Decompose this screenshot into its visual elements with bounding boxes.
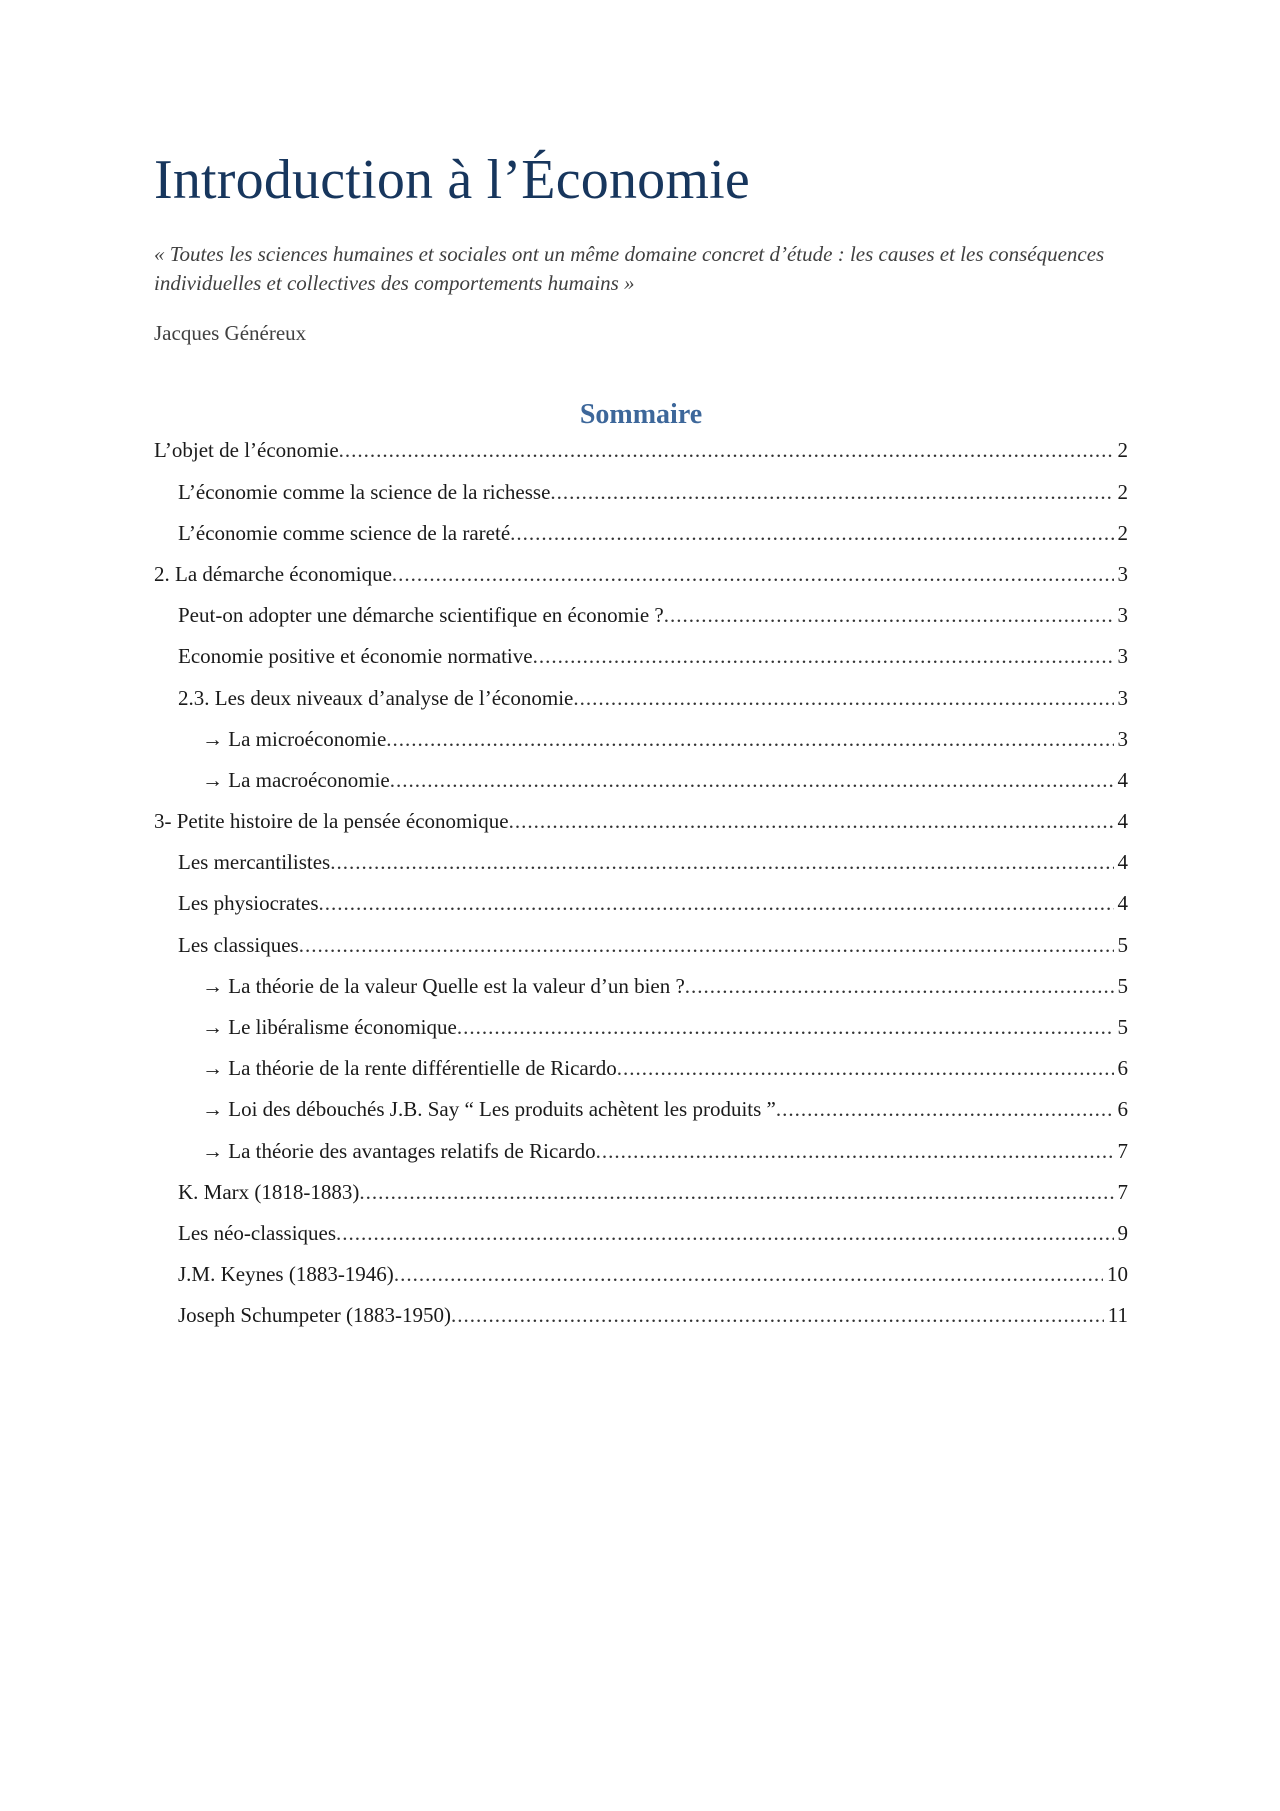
toc-entry-label: L’économie comme la science de la richesse [178,479,551,504]
toc-entry-label: Les néo-classiques [178,1220,337,1245]
toc-entry-page-number: 3 [1117,644,1128,669]
toc-entry-label: Peut-on adopter une démarche scientifique en économie ? [178,603,664,628]
toc-dot-leader [299,933,1114,958]
toc-dot-leader [664,603,1114,628]
toc-dot-leader [386,727,1113,752]
toc-entry-label: 2. La démarche économique [154,561,392,586]
toc-dot-leader [394,1262,1103,1287]
toc-entry-page-number: 11 [1107,1303,1128,1328]
toc-entry-page-number: 4 [1117,767,1128,792]
toc-entry[interactable] [154,1015,1128,1056]
epigraph-quote: « Toutes les sciences humaines et sociales ont un même domaine concret d’étude : les causes et les conséquences individuelles et collectives des comportements humains » [154,241,1105,295]
toc-entry[interactable] [154,1097,1128,1138]
toc-entry-label: K. Marx (1818-1883) [178,1179,360,1204]
toc-dot-leader [457,1015,1114,1040]
toc-dot-leader [392,562,1114,587]
toc-dot-leader [617,1056,1114,1081]
toc-dot-leader [390,768,1114,793]
toc-entry[interactable] [154,1303,1128,1344]
toc-entry-page-number: 5 [1117,1015,1128,1040]
toc-dot-leader [359,1180,1113,1205]
toc-entry-page-number: 3 [1117,685,1128,710]
toc-entry-label: L’objet de l’économie [154,438,339,463]
toc-entry-page-number: 4 [1117,809,1128,834]
toc-entry-label: → La théorie de la rente différentielle de Ricardo [202,1056,617,1081]
toc-entry[interactable] [154,686,1128,727]
toc-entry-label: → La théorie des avantages relatifs de Ricardo [202,1138,596,1163]
toc-dot-leader [336,1221,1113,1246]
toc-entry-label: 2.3. Les deux niveaux d’analyse de l’économie [178,685,574,710]
toc-entry-page-number: 7 [1117,1179,1128,1204]
toc-dot-leader [596,1139,1114,1164]
toc-dot-leader [451,1303,1104,1328]
toc-dot-leader [776,1097,1114,1122]
document-title: Introduction à l’Économie [154,149,750,211]
toc-entry[interactable] [154,480,1128,521]
toc-dot-leader [550,480,1113,505]
toc-entry-page-number: 4 [1117,850,1128,875]
toc-entry-page-number: 10 [1107,1262,1128,1287]
toc-entry[interactable] [154,933,1128,974]
toc-entry[interactable] [154,809,1128,850]
toc-entry-label: → Loi des débouchés J.B. Say “ Les produits achètent les produits ” [202,1097,776,1122]
toc-entry-label: → La microéconomie [202,726,387,751]
toc-entry[interactable] [154,768,1128,809]
toc-entry[interactable] [154,891,1128,932]
toc-entry[interactable] [154,1139,1128,1180]
toc-heading: Sommaire [579,398,703,430]
toc-entry-label: J.M. Keynes (1883-1946) [178,1262,394,1287]
toc-entry-page-number: 4 [1117,891,1128,916]
toc-entry[interactable] [154,1221,1128,1262]
toc-entry-page-number: 3 [1117,603,1128,628]
toc-dot-leader [509,809,1114,834]
toc-entry[interactable] [154,727,1128,768]
toc-entry-label: Les physiocrates [178,891,319,916]
toc-entry-page-number: 2 [1117,520,1128,545]
toc-entry-page-number: 9 [1117,1220,1128,1245]
toc-entry[interactable] [154,1056,1128,1097]
toc-entry-page-number: 7 [1117,1138,1128,1163]
toc-entry-page-number: 6 [1117,1097,1128,1122]
toc-entry[interactable] [154,974,1128,1015]
toc-dot-leader [573,686,1113,711]
toc-dot-leader [685,974,1114,999]
toc-entry-page-number: 6 [1117,1056,1128,1081]
toc-dot-leader [533,644,1114,669]
toc-entry[interactable] [154,562,1128,603]
table-of-contents [154,438,1128,1344]
toc-entry-page-number: 5 [1117,932,1128,957]
toc-entry-label: → Le libéralisme économique [202,1015,457,1040]
toc-entry[interactable] [154,1262,1128,1303]
document-page [154,150,1128,1345]
toc-dot-leader [510,521,1113,546]
toc-entry-label: → La macroéconomie [202,767,390,792]
toc-entry-label: L’économie comme science de la rareté [178,520,511,545]
toc-entry-page-number: 2 [1117,479,1128,504]
toc-entry[interactable] [154,644,1128,685]
toc-entry[interactable] [154,1180,1128,1221]
toc-entry-label: Joseph Schumpeter (1883-1950) [178,1303,451,1328]
toc-dot-leader [330,850,1113,875]
toc-entry-page-number: 3 [1117,726,1128,751]
toc-dot-leader [319,891,1114,916]
toc-entry-label: Economie positive et économie normative [178,644,533,669]
epigraph-author: Jacques Généreux [154,320,307,345]
toc-entry-label: → La théorie de la valeur Quelle est la valeur d’un bien ? [202,973,685,998]
toc-dot-leader [339,438,1114,463]
toc-entry[interactable] [154,521,1128,562]
toc-entry-page-number: 5 [1117,973,1128,998]
toc-entry-page-number: 2 [1117,438,1128,463]
toc-entry-label: Les mercantilistes [178,850,331,875]
toc-entry[interactable] [154,850,1128,891]
toc-entry[interactable] [154,603,1128,644]
toc-entry[interactable] [154,438,1128,479]
toc-entry-label: 3- Petite histoire de la pensée économique [154,809,509,834]
toc-entry-page-number: 3 [1117,561,1128,586]
toc-entry-label: Les classiques [178,932,299,957]
